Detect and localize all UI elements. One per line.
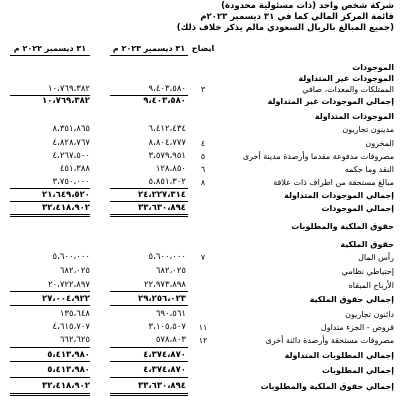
row-current-value: ١٢٨،٨٥٠	[155, 164, 186, 174]
row-prepayments	[0, 151, 400, 162]
row-label: إجمالي الموجودات غير المتداولة	[267, 97, 394, 106]
column-current-header: ٣١ ديسمبر ٢٠٢٣ م	[112, 44, 186, 53]
subtotal-rule	[10, 377, 90, 378]
double-rule	[110, 214, 188, 215]
row-label: الموجودات المتداولة	[314, 112, 394, 121]
subtotal-rule	[110, 305, 188, 306]
row-current-value: ٢٢،٩٧٣،٨٩٨	[143, 280, 186, 290]
row-current-value: ٣٣،٦٣٠،٨٩٤	[138, 203, 186, 213]
row-trade-payables	[0, 309, 400, 320]
row-label: رأس المال	[358, 253, 394, 262]
row-label: إجمالي حقوق الملكية والمطلوبات	[260, 382, 394, 391]
row-total-current-liabilities	[0, 350, 400, 361]
row-note: ١١	[198, 323, 208, 332]
double-rule	[110, 395, 188, 396]
double-rule	[110, 393, 188, 394]
row-note: ١٢	[198, 336, 208, 345]
row-statutory-reserve	[0, 266, 400, 277]
row-current-value: ٦،٤١٢،٤٣٤	[148, 124, 186, 134]
row-label: إجمالي الموجودات المتداولة	[284, 191, 394, 200]
row-trade-receivables	[0, 124, 400, 135]
double-rule	[10, 214, 90, 215]
row-label: إجمالي حقوق الملكية	[309, 295, 394, 304]
row-previous-value: ٢١،٦٤٩،٥٢٠	[42, 190, 90, 200]
subtotal-rule	[10, 361, 90, 362]
row-current-value: ٢٩،٢٥٦،٠٢٣	[138, 294, 186, 304]
row-total-equity-liabilities	[0, 381, 400, 392]
row-label: إجمالي الموجودات	[321, 204, 394, 213]
row-equity-liabilities-heading	[0, 221, 400, 232]
row-previous-value: ٢٠،٧٢٢،٨٩٧	[47, 280, 90, 290]
row-current-value: ٤،٣٧٤،٨٧٠	[143, 350, 186, 360]
double-rule	[10, 393, 90, 394]
subtotal-rule	[110, 291, 188, 292]
row-previous-value: ٣،٧٥٠،٠٠٠	[52, 177, 90, 187]
row-label: دائنون تجاريون	[345, 310, 394, 319]
row-inventory	[0, 138, 400, 149]
row-label: حقوق الملكية	[340, 240, 394, 249]
row-label: مدينون تجاريون	[342, 125, 394, 134]
row-label: إحتياطي نظامي	[341, 267, 394, 276]
row-current-value: ٣٣،٦٣٠،٨٩٤	[138, 381, 186, 391]
row-label: النقد وما حكمه	[344, 165, 394, 174]
column-previous-rule	[10, 55, 90, 56]
row-related-parties	[0, 177, 400, 188]
subtotal-rule	[110, 188, 188, 189]
row-ppe	[0, 84, 400, 95]
row-label: الممتلكات والمعدات، صافي	[302, 85, 394, 94]
row-previous-value: ١٠،٧٦٩،٣٨٢	[47, 84, 90, 94]
row-assets	[0, 62, 400, 73]
row-note: ٦	[200, 165, 206, 174]
column-current-rule	[110, 55, 188, 56]
double-rule	[10, 216, 90, 217]
row-previous-value: ٨،٣٥١،٨٦٥	[52, 124, 90, 134]
row-previous-value: ٤،٨٢٨،٧٦٧	[52, 138, 90, 148]
subtotal-rule	[10, 291, 90, 292]
total-rule	[110, 201, 188, 202]
subtotal-rule	[110, 377, 188, 378]
row-equity-heading	[0, 239, 400, 250]
row-current-value: ٨،٨٠٤،٧٧٧	[148, 138, 186, 148]
company-name: شركة شخص واحد (ذات مسئولية محدودة)	[221, 1, 394, 11]
row-capital	[0, 252, 400, 263]
subtotal-rule	[110, 347, 188, 348]
row-current-value: ٦٩٠،٥٦١	[155, 309, 186, 319]
row-total-equity	[0, 294, 400, 305]
row-current-assets-heading	[0, 111, 400, 122]
row-label: مصروفات مستحقة وأرصدة دائنة أخرى	[265, 336, 394, 345]
subtotal-rule	[10, 347, 90, 348]
row-previous-value: ٥،٤١٣،٩٨٠	[47, 350, 90, 360]
row-previous-value: ٥،٦٠٠،٠٠٠	[52, 252, 90, 262]
row-previous-value: ٤،٦١٥،٧٠٧	[52, 322, 90, 332]
row-current-value: ٩،٤٠٣،٥٨٠	[143, 96, 186, 106]
row-loans-current	[0, 322, 400, 333]
row-cash	[0, 164, 400, 175]
row-note: ٥	[200, 152, 206, 161]
total-rule	[10, 201, 90, 202]
row-label: إجمالي المطلوبات المتداولة	[284, 351, 394, 360]
subtotal-rule	[110, 361, 188, 362]
row-total-current-assets	[0, 190, 400, 201]
row-previous-value: ٦٨٢،٠٢٥	[59, 266, 90, 276]
row-previous-value: ٥،٤١٣،٩٨٠	[47, 365, 90, 375]
row-label: المخزون	[365, 139, 394, 148]
row-label: حقوق الملكية والمطلوبات	[291, 222, 394, 231]
subtotal-rule	[10, 188, 90, 189]
row-label: قروض - الجزء متداول	[320, 323, 394, 332]
row-previous-value: ٣٢،٤١٨،٩٠٢	[42, 203, 90, 213]
row-current-value: ٦٨٢،٠٢٥	[155, 266, 186, 276]
statement-title: قائمة المركز المالي كما في ٣١ ديسمبر ٢٠٢٣م	[200, 12, 394, 22]
row-current-value: ٥٧٨،٨٠٣	[155, 335, 186, 345]
row-current-value: ٣،٥٧٩،٩٥١	[148, 151, 186, 161]
row-note: ٧	[200, 253, 206, 262]
row-note: ٨	[200, 178, 206, 187]
row-total-liabilities	[0, 365, 400, 376]
row-previous-value: ١٠،٧٦٩،٣٨٢	[42, 96, 90, 106]
row-previous-value: ٤،٢٦٧،٥٠٠	[52, 151, 90, 161]
row-current-value: ٩،٤٠٣،٥٨٠	[148, 84, 186, 94]
row-current-value: ٥،٦٠٠،٠٠٠	[148, 252, 186, 262]
row-label: مصروفات مدفوعة مقدما وأرصدة مدينة أخرى	[242, 152, 394, 161]
row-note: ٤	[200, 139, 206, 148]
row-current-value: ٥،٨٥١،٣٠٢	[148, 177, 186, 187]
row-label: الأرباح المبقاه	[348, 281, 394, 290]
row-label: الموجودات	[352, 63, 394, 72]
row-noncurrent-assets-heading	[0, 73, 400, 84]
row-previous-value: ٦٦٢،٦٢٥	[59, 335, 90, 345]
column-previous-header: ٣١ ديسمبر ٢٠٢٢ م	[13, 44, 87, 53]
row-total-assets	[0, 203, 400, 214]
row-previous-value: ٤٥١،٣٨٨	[59, 164, 90, 174]
row-total-noncurrent-assets	[0, 96, 400, 107]
currency-note: (جميع المبالغ بالريال السعودي مالم يذكر خلاف ذلك)	[176, 23, 394, 33]
row-label: إجمالي المطلوبات	[322, 366, 394, 375]
subtotal-rule	[10, 305, 90, 306]
row-previous-value: ٢٧،٠٠٤،٩٢٢	[42, 294, 90, 304]
row-note: ٣	[200, 85, 206, 94]
double-rule	[10, 395, 90, 396]
row-previous-value: ١٣٥،٦٤٨	[59, 309, 90, 319]
row-previous-value: ٣٢،٤١٨،٩٠٢	[42, 381, 90, 391]
double-rule	[110, 216, 188, 217]
row-label: مبالغ مستحقة من اطراف ذات علاقة	[273, 178, 394, 187]
column-note-header: ايضاح	[191, 44, 215, 53]
row-label: الموجودات غير المتداولة	[298, 74, 394, 83]
row-retained-earnings	[0, 280, 400, 291]
row-current-value: ٤،٣٧٤،٨٧٠	[143, 365, 186, 375]
row-accrued-expenses	[0, 335, 400, 346]
row-current-value: ٣،١٠٥،٥٠٧	[148, 322, 186, 332]
row-current-value: ٢٤،٢٢٧،٣١٤	[138, 190, 186, 200]
